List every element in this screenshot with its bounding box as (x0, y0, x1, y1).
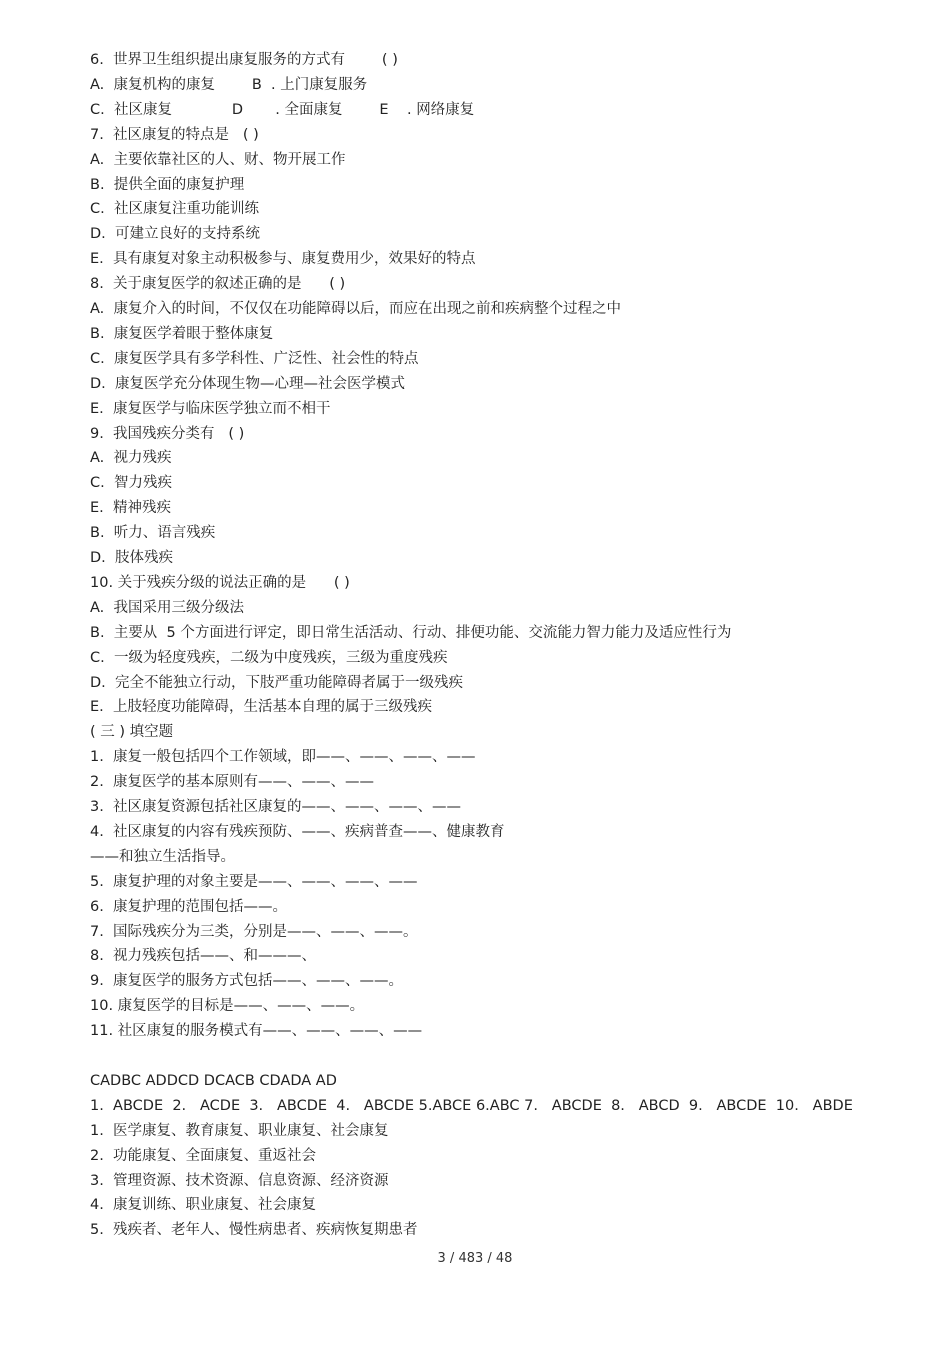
text-line: A. 主要依靠社区的人、财、物开展工作 (90, 151, 346, 168)
text-line: A. 康复介入的时间，不仅仅在功能障碍以后，而应在出现之前和疾病整个过程之中 (90, 301, 621, 317)
text-line: D. 完全不能独立行动，下肢严重功能障碍者属于一级残疾 (90, 674, 463, 691)
page-number: 3 / 483 / 48 (437, 1251, 513, 1266)
text-line: 3. 社区康复资源包括社区康复的——、——、——、—— (90, 799, 462, 815)
text-line: E. 精神残疾 (90, 500, 171, 517)
text-line: 11. 社区康复的服务模式有——、——、——、—— (90, 1023, 423, 1040)
text-line: ( 三 ) 填空题 (90, 724, 174, 741)
text-line: 8. 关于康复医学的叙述正确的是 ( ) (90, 276, 346, 293)
text-line: E. 上肢轻度功能障碍，生活基本自理的属于三级残疾 (90, 699, 432, 716)
text-line: A. 康复机构的康复 B . 上门康复服务 (90, 76, 368, 93)
text-line: C. 社区康复注重功能训练 (90, 201, 259, 218)
text-line: C. 康复医学具有多学科性、广泛性、社会性的特点 (90, 350, 419, 367)
text-line: C. 一级为轻度残疾，二级为中度残疾，三级为重度残疾 (90, 649, 448, 666)
text-line: E. 康复医学与临床医学独立而不相干 (90, 400, 331, 417)
text-line: CADBC ADDCD DCACB CDADA AD (90, 1072, 337, 1089)
text-line: 6. 世界卫生组织提出康复服务的方式有 ( ) (90, 52, 398, 68)
text-line: 6. 康复护理的范围包括——。 (90, 898, 288, 915)
text-line: 3. 管理资源、技术资源、信息资源、经济资源 (90, 1172, 389, 1189)
text-line: B. 听力、语言残疾 (90, 525, 216, 542)
text-line: D. 康复医学充分体现生物—心理—社会医学模式 (90, 375, 405, 392)
text-line: 5. 残疾者、老年人、慢性病患者、疾病恢复期患者 (90, 1222, 418, 1239)
text-line: 10. 关于残疾分级的说法正确的是 ( ) (90, 574, 350, 591)
text-line: 7. 国际残疾分为三类，分别是——、——、——。 (90, 923, 418, 940)
text-line: 5. 康复护理的对象主要是——、——、——、—— (90, 873, 418, 890)
text-line: 1. 医学康复、教育康复、职业康复、社会康复 (90, 1122, 389, 1139)
text-line: C. 社区康复 D . 全面康复 E . 网络康复 (90, 101, 475, 118)
text-line: 10. 康复医学的目标是——、——、——。 (90, 998, 365, 1015)
text-line: 2. 康复医学的基本原则有——、——、—— (90, 774, 375, 791)
text-line: 1. 康复一般包括四个工作领域，即——、——、——、—— (90, 749, 476, 766)
text-line: A. 我国采用三级分级法 (90, 599, 244, 616)
text-line: 1. ABCDE 2. ACDE 3. ABCDE 4. ABCDE 5.ABCE 6.ABC 7. ABCDE 8. ABCD 9. ABCDE 10. ABDE (90, 1097, 853, 1114)
text-line: 2. 功能康复、全面康复、重返社会 (90, 1147, 317, 1164)
text-line: A. 视力残疾 (90, 450, 172, 467)
text-line: C. 智力残疾 (90, 475, 172, 492)
text-line: B. 主要从 5 个方面进行评定，即日常生活活动、行动、排便功能、交流能力智力能力及适应性行为 (90, 624, 732, 641)
text-line: ——和独立生活指导。 (90, 848, 235, 865)
text-line: B. 提供全面的康复护理 (90, 176, 245, 193)
text-line: E. 具有康复对象主动积极参与、康复费用少，效果好的特点 (90, 251, 476, 268)
text-line: 9. 康复医学的服务方式包括——、——、——。 (90, 973, 404, 990)
text-line: D. 肢体残疾 (90, 550, 173, 566)
text-line: B. 康复医学着眼于整体康复 (90, 325, 274, 342)
text-line: D. 可建立良好的支持系统 (90, 226, 260, 243)
text-line: 7. 社区康复的特点是 ( ) (90, 126, 259, 143)
text-line: 4. 社区康复的内容有残疾预防、——、疾病普查——、健康教育 (90, 823, 505, 840)
text-line: 8. 视力残疾包括——、和———、 (90, 948, 317, 965)
text-line: 4. 康复训练、职业康复、社会康复 (90, 1197, 317, 1214)
text-line: 9. 我国残疾分类有 ( ) (90, 425, 245, 442)
